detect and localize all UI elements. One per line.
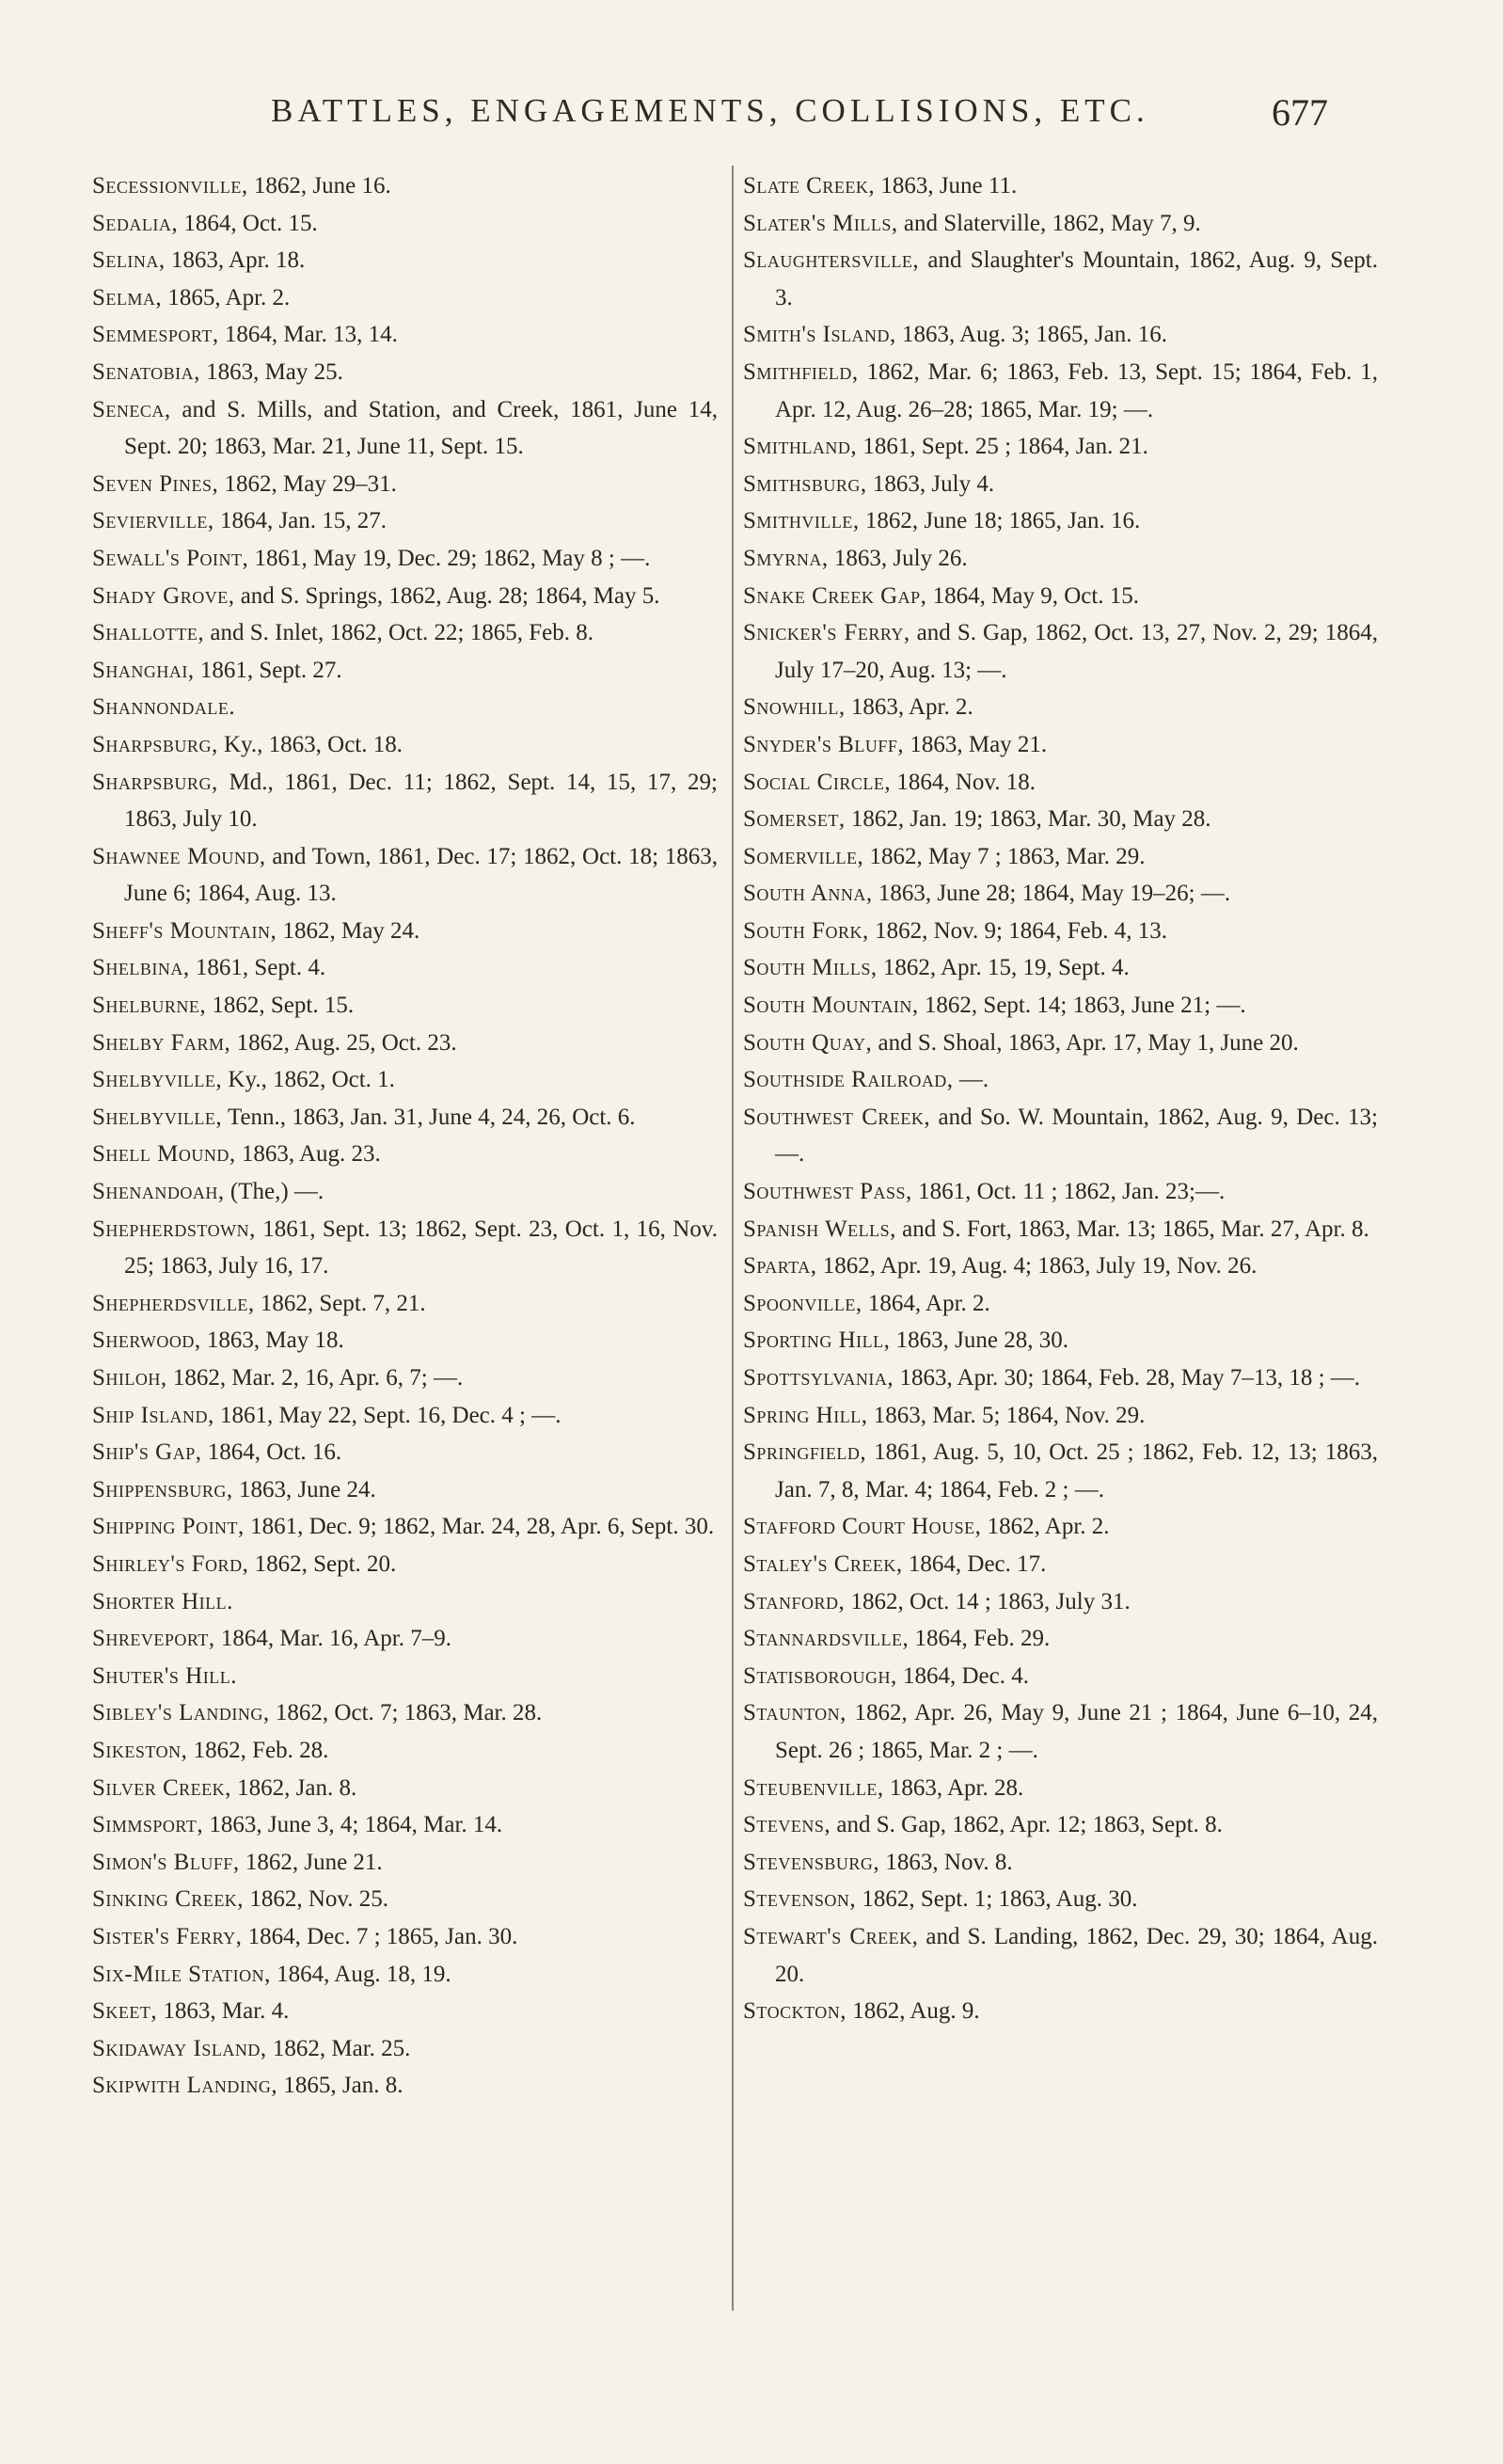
entry-place-name: Slater's Mills,	[743, 210, 898, 236]
entry-place-name: Shelbyville,	[92, 1104, 223, 1130]
entry-place-name: Shanghai,	[92, 657, 195, 683]
index-entry	[92, 354, 718, 391]
index-entry	[92, 466, 718, 503]
index-entry	[92, 689, 718, 726]
entry-dates: 1863, June 28; 1864, May 19–26; —.	[872, 881, 1231, 907]
index-entry	[743, 987, 1378, 1025]
entry-place-name: Smyrna,	[743, 545, 829, 571]
entry-place-name: Shepherdstown,	[92, 1216, 256, 1242]
entry-place-name: Smithland,	[743, 434, 858, 460]
index-entry	[92, 1956, 718, 1994]
index-entry	[92, 316, 718, 354]
entry-place-name: Skidaway Island,	[92, 2035, 267, 2061]
entry-place-name: Seneca,	[92, 396, 171, 422]
entry-dates: 1863, May 18.	[200, 1327, 344, 1354]
entry-place-name: Stevenson,	[743, 1886, 857, 1913]
entry-dates: 1862, June 21.	[239, 1849, 383, 1875]
entry-dates: 1864, Jan. 15, 27.	[214, 508, 388, 534]
entry-place-name: Senatobia,	[92, 358, 200, 385]
index-entry	[743, 801, 1378, 838]
entry-dates: 1862, Sept. 20.	[248, 1550, 397, 1577]
entry-dates: 1862, Apr. 19, Aug. 4; 1863, July 19, Nov. 26.	[816, 1253, 1258, 1280]
entry-place-name: Simmsport,	[92, 1812, 204, 1838]
index-entry	[743, 1099, 1378, 1173]
entry-place-name: South Quay,	[743, 1029, 873, 1056]
entry-dates: 1864, Dec. 4.	[896, 1662, 1029, 1689]
entry-place-name: Stockton,	[743, 1998, 846, 2025]
entry-dates: and S. Mills, and Station, and Creek, 1861, June 14, Sept. 20; 1863, Mar. 21, June 11, Sept. 15.	[124, 396, 718, 460]
index-entry	[92, 1061, 718, 1099]
index-entry	[92, 1658, 718, 1695]
entry-dates: 1862, May 29–31.	[218, 470, 397, 497]
entry-place-name: Spanish Wells,	[743, 1216, 896, 1242]
index-entry	[743, 540, 1378, 578]
index-entry	[92, 1770, 718, 1807]
entry-dates: and S. Gap, 1862, Oct. 13, 27, Nov. 2, 29; 1864, July 17–20, Aug. 13; —.	[775, 620, 1379, 683]
index-entry	[92, 1136, 718, 1173]
entry-dates: 1863, June 3, 4; 1864, Mar. 14.	[203, 1812, 503, 1838]
index-entry	[743, 838, 1378, 876]
index-entry	[92, 1732, 718, 1770]
entry-dates: 1862, June 16.	[247, 173, 391, 199]
entry-dates: Ky., 1863, Oct. 18.	[217, 731, 403, 757]
entry-place-name: Shelburne,	[92, 993, 207, 1019]
entry-place-name: Snake Creek Gap,	[743, 582, 927, 609]
entry-dates: and S. Shoal, 1863, Apr. 17, May 1, June 20.	[872, 1029, 1299, 1056]
index-entry	[92, 1993, 718, 2030]
entry-place-name: Spoonville,	[743, 1290, 862, 1316]
index-entry	[92, 1806, 718, 1844]
index-entry	[743, 1658, 1378, 1695]
entry-dates: 1861, Sept. 13; 1862, Sept. 23, Oct. 1, 16, Nov. 25; 1863, July 16, 17.	[124, 1216, 718, 1280]
index-entry	[743, 1173, 1378, 1211]
entry-place-name: South Mountain,	[743, 993, 919, 1019]
index-entry	[743, 875, 1378, 913]
entry-place-name: Silver Creek,	[92, 1774, 231, 1801]
index-entry	[92, 1359, 718, 1397]
index-entry	[92, 1546, 718, 1583]
entry-dates: 1863, May 21.	[904, 731, 1048, 757]
entry-place-name: Shreveport,	[92, 1626, 215, 1652]
entry-dates: 1862, Nov. 9; 1864, Feb. 4, 13.	[868, 917, 1167, 944]
entry-dates: 1861, Aug. 5, 10, Oct. 25 ; 1862, Feb. 12, 13; 1863, Jan. 7, 8, Mar. 4; 1864, Feb. 2 ; —.	[775, 1439, 1378, 1502]
entry-place-name: Sinking Creek,	[92, 1886, 245, 1913]
entry-place-name: Smith's Island,	[743, 322, 896, 348]
entry-place-name: Shirley's Ford,	[92, 1550, 249, 1577]
index-entry	[743, 354, 1378, 428]
index-entry	[743, 1211, 1378, 1248]
index-entry	[743, 1434, 1378, 1508]
index-entry	[743, 1546, 1378, 1583]
entry-dates: 1862, Mar. 6; 1863, Feb. 13, Sept. 15; 1864, Feb. 1, Apr. 12, Aug. 26–28; 1865, Mar. 19; —.	[775, 358, 1378, 422]
index-entry	[92, 540, 718, 578]
entry-place-name: Stanford,	[743, 1588, 846, 1614]
index-entry	[92, 578, 718, 615]
entry-place-name: Sherwood,	[92, 1327, 201, 1354]
running-head: BATTLES, ENGAGEMENTS, COLLISIONS, ETC.	[271, 92, 1149, 129]
entry-dates: 1863, June 24.	[232, 1476, 376, 1502]
index-entry	[92, 949, 718, 987]
entry-dates: and Slaughter's Mountain, 1862, Aug. 9, Sept. 3.	[775, 247, 1378, 310]
entry-place-name: Sharpsburg,	[92, 769, 218, 795]
index-entry	[92, 913, 718, 950]
entry-dates: 1862, Feb. 28.	[187, 1737, 329, 1763]
index-entry	[92, 1844, 718, 1882]
index-entry	[92, 614, 718, 652]
index-entry	[92, 1211, 718, 1285]
entry-place-name: Slaughtersville,	[743, 247, 920, 274]
index-entry	[92, 1025, 718, 1062]
entry-place-name: Shell Mound,	[92, 1141, 236, 1168]
entry-dates: and Town, 1861, Dec. 17; 1862, Oct. 18; 1863, June 6; 1864, Aug. 13.	[124, 843, 718, 907]
index-entry	[92, 1397, 718, 1435]
entry-place-name: Stafford Court House,	[743, 1514, 982, 1540]
index-entry	[92, 1434, 718, 1471]
entry-dates: 1861, Sept. 4.	[189, 955, 326, 981]
entry-place-name: Southside Railroad,	[743, 1067, 954, 1093]
entry-place-name: Shuter's Hill.	[92, 1662, 237, 1689]
index-entry	[92, 1583, 718, 1621]
column-divider	[732, 166, 734, 2311]
entry-place-name: Shorter Hill.	[92, 1588, 233, 1614]
index-entry	[743, 1844, 1378, 1882]
index-entry	[92, 1620, 718, 1658]
index-entry	[743, 316, 1378, 354]
entry-place-name: South Fork,	[743, 917, 869, 944]
entry-place-name: Shelby Farm,	[92, 1029, 231, 1056]
entry-dates: 1862, Sept. 15.	[206, 993, 355, 1019]
entry-place-name: Southwest Creek,	[743, 1104, 931, 1130]
entry-place-name: Shannondale.	[92, 694, 236, 721]
entry-place-name: Sporting Hill,	[743, 1327, 891, 1354]
index-entry	[743, 1620, 1378, 1658]
entry-place-name: South Mills,	[743, 955, 878, 981]
index-entry	[92, 1508, 718, 1546]
index-entry	[92, 167, 718, 205]
entry-dates: and S. Springs, 1862, Aug. 28; 1864, May 5.	[234, 582, 660, 609]
index-entry	[92, 1285, 718, 1323]
entry-dates: 1862, Sept. 14; 1863, June 21; —.	[918, 993, 1246, 1019]
index-entry	[92, 1322, 718, 1359]
entry-place-name: Skipwith Landing,	[92, 2073, 278, 2099]
entry-place-name: Skeet,	[92, 1998, 158, 2025]
entry-place-name: Sibley's Landing,	[92, 1700, 270, 1726]
index-entry	[92, 1099, 718, 1137]
entry-dates: 1863, Mar. 5; 1864, Nov. 29.	[867, 1402, 1146, 1428]
entry-place-name: Shady Grove,	[92, 582, 235, 609]
entry-place-name: Shelbina,	[92, 955, 190, 981]
entry-dates: 1863, June 28, 30.	[890, 1327, 1068, 1354]
entry-dates: 1864, Aug. 18, 19.	[270, 1961, 451, 1987]
left-column	[92, 167, 718, 2105]
entry-dates: Md., 1861, Dec. 11; 1862, Sept. 14, 15, 17, 29; 1863, July 10.	[124, 769, 718, 833]
entry-place-name: Steubenville,	[743, 1774, 884, 1801]
entry-place-name: Snowhill,	[743, 694, 846, 721]
entry-place-name: Sheff's Mountain,	[92, 917, 277, 944]
index-entry	[92, 987, 718, 1025]
entry-dates: 1864, Nov. 18.	[891, 769, 1036, 795]
index-entry	[743, 1993, 1378, 2030]
entry-dates: 1864, Mar. 13, 14.	[218, 322, 398, 348]
entry-place-name: Stannardsville,	[743, 1626, 910, 1652]
index-entry	[743, 913, 1378, 950]
entry-place-name: Staunton,	[743, 1700, 846, 1726]
entry-dates: 1865, Jan. 8.	[277, 2073, 403, 2099]
entry-dates: 1861, May 19, Dec. 29; 1862, May 8 ; —.	[248, 545, 651, 571]
index-entry	[92, 205, 718, 243]
entry-dates: (The,) —.	[224, 1179, 324, 1205]
entry-dates: 1863, Aug. 23.	[235, 1141, 381, 1168]
entry-place-name: Somerville,	[743, 843, 864, 869]
entry-place-name: Sparta,	[743, 1253, 817, 1280]
entry-place-name: Ship's Gap,	[92, 1439, 202, 1466]
entry-place-name: Seven Pines,	[92, 470, 219, 497]
entry-place-name: Southwest Pass,	[743, 1179, 912, 1205]
entry-place-name: Slate Creek,	[743, 173, 876, 199]
entry-dates: 1863, May 25.	[199, 358, 343, 385]
entry-place-name: Selma,	[92, 284, 163, 310]
entry-place-name: Shiloh,	[92, 1365, 167, 1391]
entry-dates: 1864, Dec. 17.	[902, 1550, 1047, 1577]
entry-dates: 1863, Mar. 4.	[157, 1998, 290, 2025]
index-entry	[743, 1359, 1378, 1397]
entry-dates: and S. Landing, 1862, Dec. 29, 30; 1864, Aug. 20.	[775, 1923, 1378, 1987]
entry-dates: 1862, Aug. 9.	[846, 1998, 980, 2025]
entry-place-name: Somerset,	[743, 806, 846, 833]
entry-dates: 1861, Dec. 9; 1862, Mar. 24, 28, Apr. 6, Sept. 30.	[244, 1514, 715, 1540]
index-entry	[92, 1881, 718, 1918]
entry-place-name: Stevensburg,	[743, 1849, 880, 1875]
entry-dates: 1864, Feb. 29.	[909, 1626, 1051, 1652]
entry-dates: 1864, May 9, Oct. 15.	[926, 582, 1140, 609]
index-entry	[92, 1918, 718, 1956]
index-entry	[92, 2067, 718, 2105]
index-entry	[743, 578, 1378, 615]
entry-dates: 1862, May 24.	[277, 917, 420, 944]
entry-dates: 1861, May 22, Sept. 16, Dec. 4 ; —.	[214, 1402, 562, 1428]
entry-dates: —.	[953, 1067, 989, 1093]
index-entry	[92, 652, 718, 690]
index-entry	[743, 1881, 1378, 1918]
entry-place-name: Smithfield,	[743, 358, 859, 385]
index-entry	[743, 1397, 1378, 1435]
entry-dates: 1862, Apr. 2.	[981, 1514, 1110, 1540]
entry-dates: 1862, Apr. 15, 19, Sept. 4.	[877, 955, 1130, 981]
index-entry	[743, 1061, 1378, 1099]
entry-dates: 1863, Apr. 2.	[845, 694, 973, 721]
entry-dates: 1863, Apr. 30; 1864, Feb. 28, May 7–13, 18 ; —.	[894, 1365, 1361, 1391]
index-entry	[743, 726, 1378, 764]
entry-dates: 1863, July 26.	[828, 545, 968, 571]
entry-dates: Ky., 1862, Oct. 1.	[222, 1067, 395, 1093]
entry-dates: 1864, Mar. 16, Apr. 7–9.	[214, 1626, 451, 1652]
entry-dates: 1862, Nov. 25.	[244, 1886, 388, 1913]
entry-place-name: Staley's Creek,	[743, 1550, 903, 1577]
entry-place-name: Sedalia,	[92, 210, 179, 236]
index-entry	[743, 1025, 1378, 1062]
entry-dates: 1864, Oct. 15.	[178, 210, 318, 236]
entry-dates: 1862, June 18; 1865, Jan. 16.	[859, 508, 1141, 534]
entry-dates: and S. Gap, 1862, Apr. 12; 1863, Sept. 8.	[831, 1812, 1223, 1838]
index-entry	[92, 726, 718, 764]
entry-dates: 1861, Sept. 25 ; 1864, Jan. 21.	[857, 434, 1148, 460]
entry-dates: 1864, Oct. 16.	[201, 1439, 342, 1466]
entry-place-name: Shenandoah,	[92, 1179, 225, 1205]
index-entry	[743, 205, 1378, 243]
entry-dates: 1865, Apr. 2.	[162, 284, 291, 310]
entry-place-name: Social Circle,	[743, 769, 892, 795]
entry-dates: Tenn., 1863, Jan. 31, June 4, 24, 26, Oct. 6.	[222, 1104, 636, 1130]
entry-dates: 1862, May 7 ; 1863, Mar. 29.	[863, 843, 1146, 869]
entry-place-name: Shelbyville,	[92, 1067, 223, 1093]
entry-place-name: Shepherdsville,	[92, 1290, 255, 1316]
entry-place-name: Ship Island,	[92, 1402, 214, 1428]
entry-dates: 1862, Oct. 14 ; 1863, July 31.	[845, 1588, 1131, 1614]
index-entry	[743, 167, 1378, 205]
entry-dates: 1862, Jan. 19; 1863, Mar. 30, May 28.	[845, 806, 1211, 833]
index-entry	[743, 1806, 1378, 1844]
entry-dates: and Slaterville, 1862, May 7, 9.	[897, 210, 1201, 236]
index-entry	[92, 242, 718, 279]
entry-place-name: Stevens,	[743, 1812, 831, 1838]
entry-dates: 1864, Apr. 2.	[862, 1290, 990, 1316]
index-entry	[743, 689, 1378, 726]
entry-place-name: Sevierville,	[92, 508, 214, 534]
entry-place-name: Shallotte,	[92, 620, 205, 646]
index-entry	[743, 1322, 1378, 1359]
entry-dates: 1861, Sept. 27.	[194, 657, 342, 683]
index-entry	[92, 279, 718, 317]
entry-dates: 1863, Nov. 8.	[879, 1849, 1013, 1875]
entry-dates: 1864, Dec. 7 ; 1865, Jan. 30.	[242, 1923, 518, 1949]
index-entry	[743, 1508, 1378, 1546]
index-entry	[92, 502, 718, 540]
index-entry	[743, 1918, 1378, 1993]
entry-dates: and S. Fort, 1863, Mar. 13; 1865, Mar. 27, Apr. 8.	[895, 1216, 1369, 1242]
entry-dates: and S. Inlet, 1862, Oct. 22; 1865, Feb. 8.	[204, 620, 593, 646]
page-number: 677	[1272, 91, 1328, 134]
entry-place-name: Springfield,	[743, 1439, 867, 1466]
index-entry	[743, 428, 1378, 466]
entry-dates: 1862, Mar. 2, 16, Apr. 6, 7; —.	[166, 1365, 464, 1391]
entry-place-name: Sewall's Point,	[92, 545, 249, 571]
entry-dates: 1862, Aug. 25, Oct. 23.	[230, 1029, 457, 1056]
entry-place-name: Shawnee Mound,	[92, 843, 266, 869]
entry-place-name: Smithville,	[743, 508, 860, 534]
entry-place-name: Sikeston,	[92, 1737, 188, 1763]
index-entry	[92, 1471, 718, 1509]
entry-place-name: Selina,	[92, 247, 166, 274]
index-entry	[743, 1248, 1378, 1285]
index-entry	[92, 2030, 718, 2068]
index-entry	[743, 1583, 1378, 1621]
entry-place-name: Snyder's Bluff,	[743, 731, 905, 757]
entry-dates: 1862, Oct. 7; 1863, Mar. 28.	[269, 1700, 543, 1726]
entry-place-name: South Anna,	[743, 881, 873, 907]
index-entry	[743, 614, 1378, 689]
entry-place-name: Sharpsburg,	[92, 731, 218, 757]
entry-dates: 1863, June 11.	[875, 173, 1018, 199]
entry-place-name: Stewart's Creek,	[743, 1923, 919, 1949]
index-entry	[743, 242, 1378, 316]
entry-place-name: Smithsburg,	[743, 470, 867, 497]
index-entry	[92, 1694, 718, 1732]
index-entry	[743, 949, 1378, 987]
index-entry	[743, 1770, 1378, 1807]
index-entry	[92, 764, 718, 838]
index-entry	[92, 1173, 718, 1211]
entry-dates: 1863, Apr. 18.	[165, 247, 306, 274]
entry-place-name: Simon's Bluff,	[92, 1849, 240, 1875]
entry-dates: 1861, Oct. 11 ; 1862, Jan. 23;—.	[911, 1179, 1226, 1205]
entry-dates: 1863, July 4.	[866, 470, 995, 497]
entry-dates: 1862, Sept. 7, 21.	[254, 1290, 426, 1316]
index-entry	[743, 1285, 1378, 1323]
entry-dates: 1862, Mar. 25.	[266, 2035, 411, 2061]
page-header	[0, 92, 1503, 139]
entry-place-name: Sister's Ferry,	[92, 1923, 243, 1949]
entry-place-name: Semmesport,	[92, 322, 219, 348]
index-entry	[743, 1694, 1378, 1769]
index-entry	[92, 391, 718, 466]
entry-place-name: Spottsylvania,	[743, 1365, 894, 1391]
entry-place-name: Secessionville,	[92, 173, 248, 199]
entry-place-name: Shipping Point,	[92, 1514, 245, 1540]
entry-dates: 1863, Apr. 28.	[883, 1774, 1024, 1801]
entry-dates: 1862, Apr. 26, May 9, June 21 ; 1864, June 6–10, 24, Sept. 26 ; 1865, Mar. 2 ; —.	[775, 1700, 1378, 1763]
entry-place-name: Snicker's Ferry,	[743, 620, 910, 646]
right-column	[743, 167, 1378, 2030]
index-entry	[92, 838, 718, 913]
index-entry	[743, 466, 1378, 503]
index-entry	[743, 764, 1378, 802]
entry-place-name: Six-Mile Station,	[92, 1961, 271, 1987]
entry-dates: 1862, Sept. 1; 1863, Aug. 30.	[856, 1886, 1138, 1913]
entry-dates: 1863, Aug. 3; 1865, Jan. 16.	[895, 322, 1167, 348]
entry-dates: and So. W. Mountain, 1862, Aug. 9, Dec. 13; —.	[775, 1104, 1378, 1168]
entry-place-name: Spring Hill,	[743, 1402, 868, 1428]
entry-dates: 1862, Jan. 8.	[230, 1774, 357, 1801]
entry-place-name: Shippensburg,	[92, 1476, 233, 1502]
entry-place-name: Statisborough,	[743, 1662, 897, 1689]
index-entry	[743, 502, 1378, 540]
